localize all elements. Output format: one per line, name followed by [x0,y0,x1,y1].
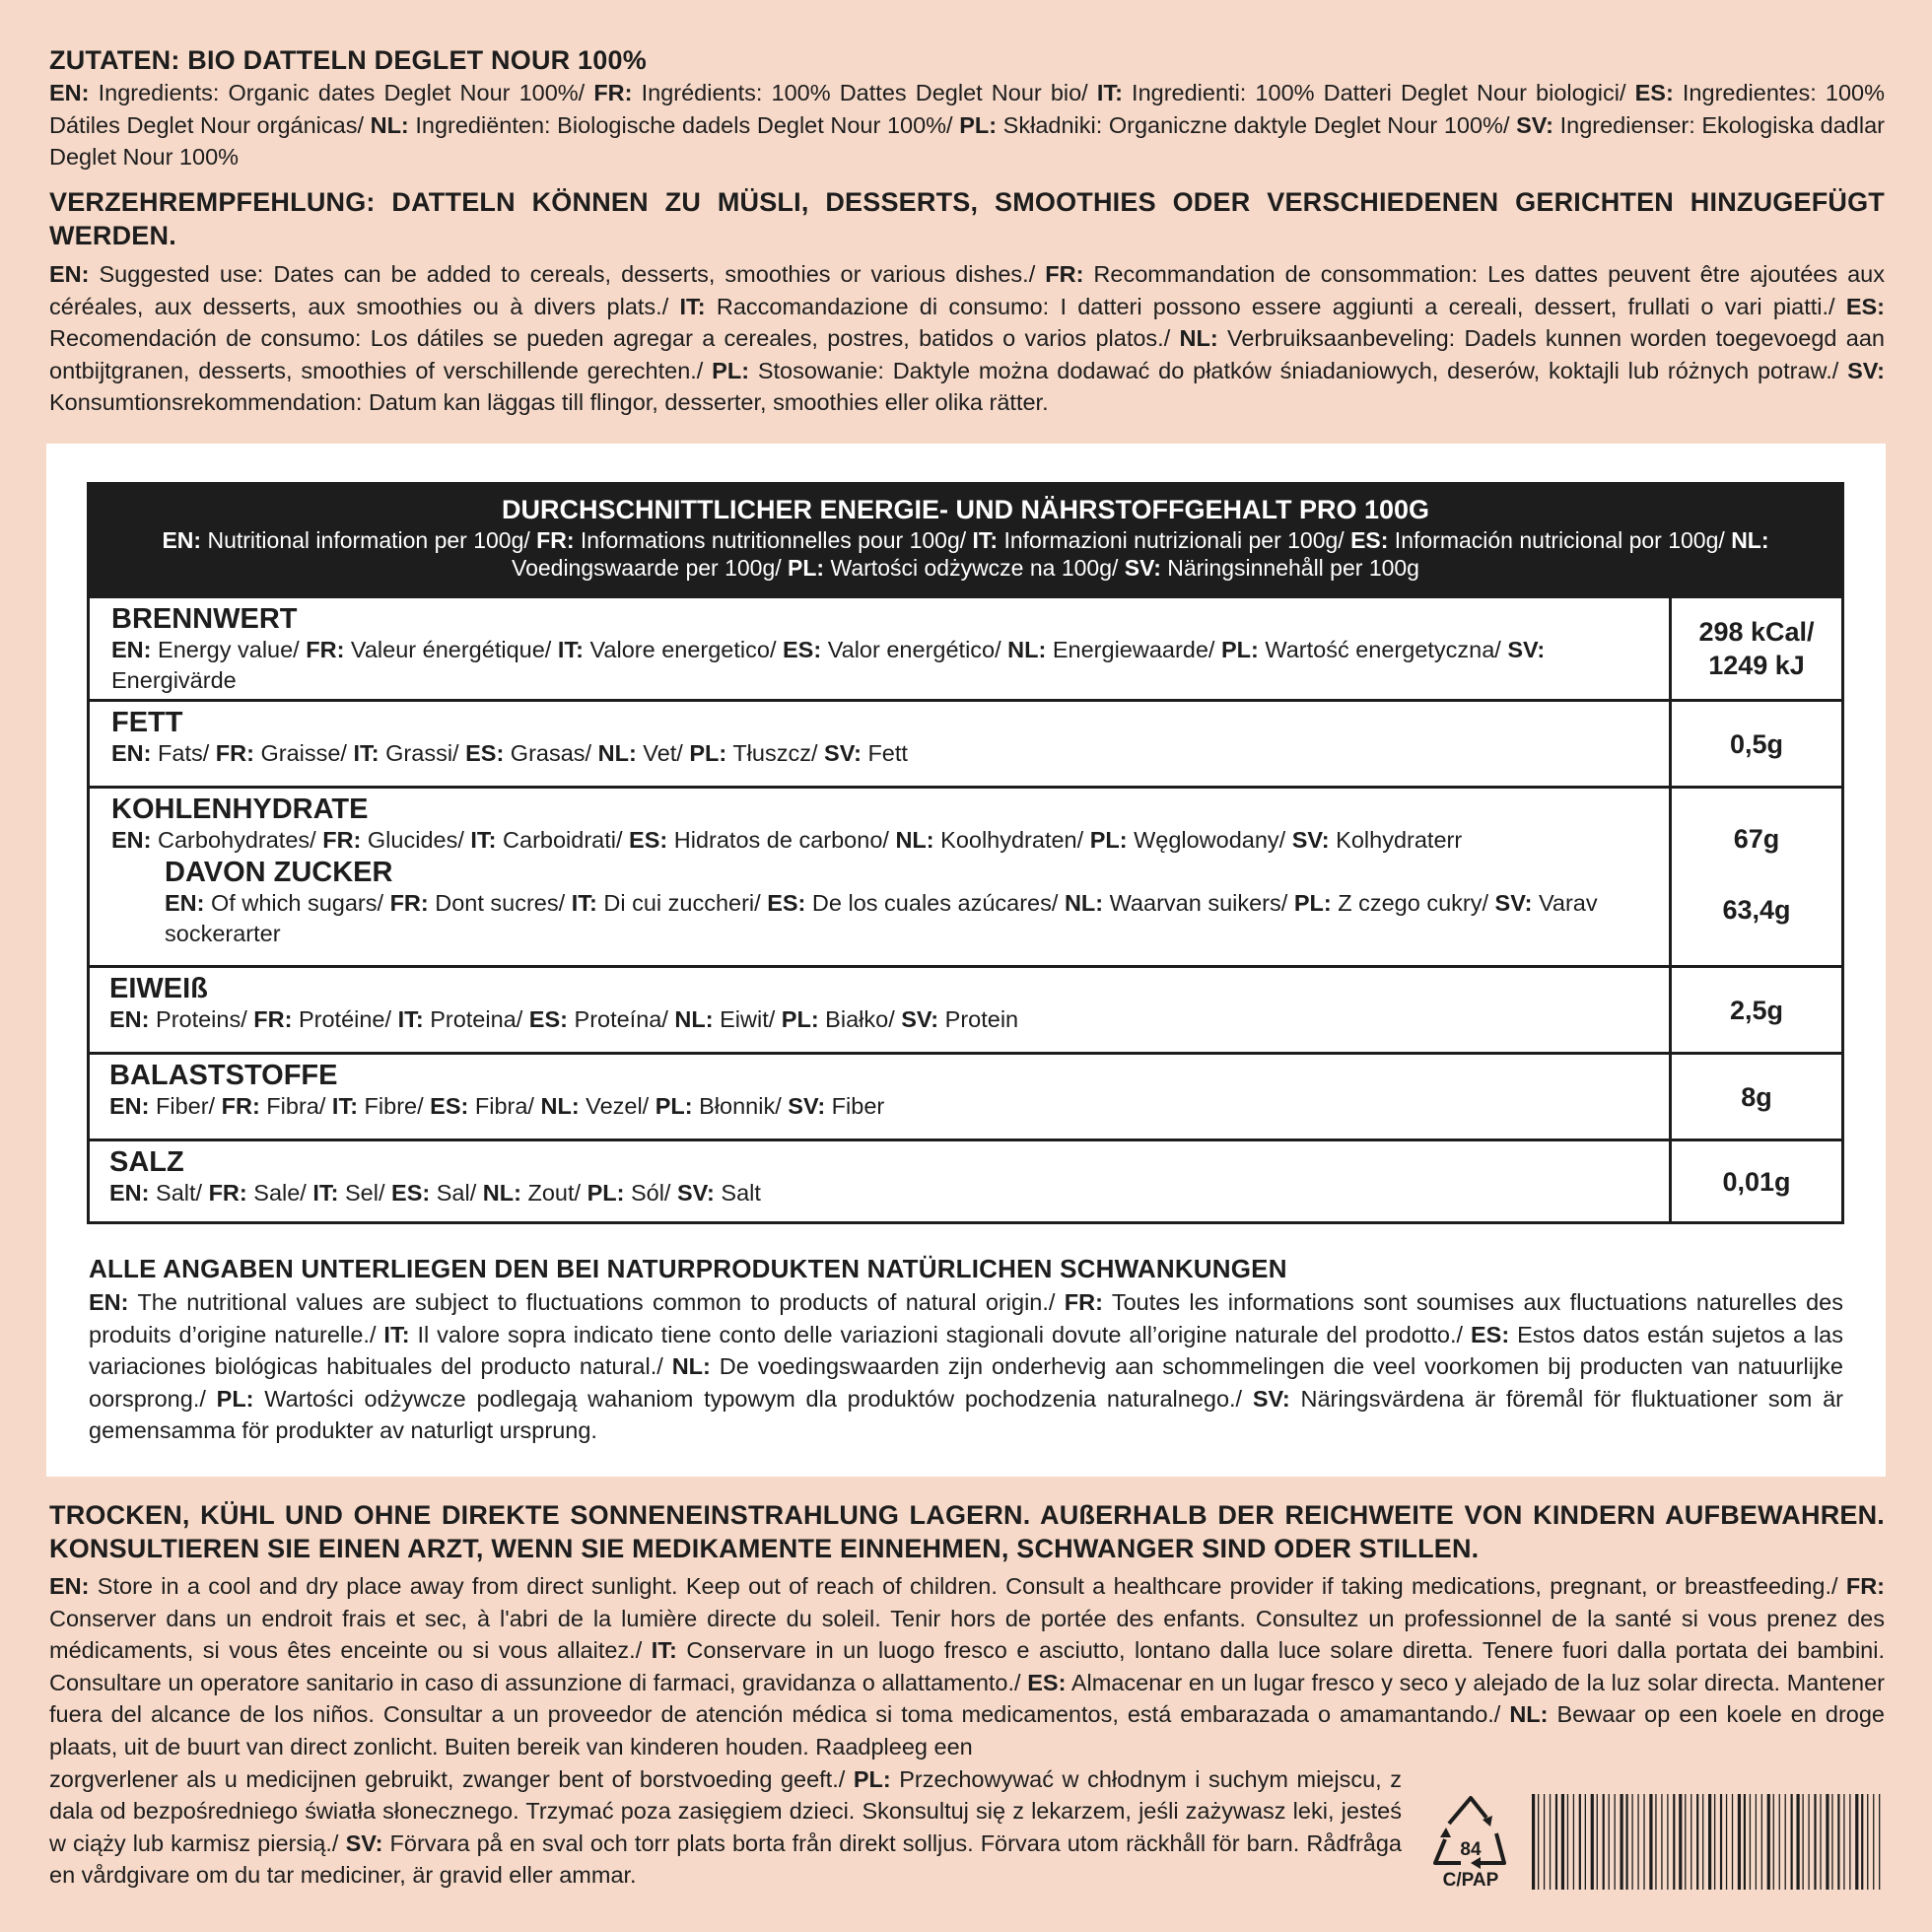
language-code: SV: [1252,1385,1290,1412]
ingredients-translations [49,77,1885,173]
language-code: FR: [593,80,633,105]
table-row-fiber [90,1052,1841,1138]
language-code: EN: [111,827,152,853]
language-code: SV: [1291,827,1330,853]
barcode-bar [1685,1794,1686,1890]
barcode-bar [1655,1794,1656,1890]
barcode-bar [1855,1794,1858,1890]
language-code: FR: [389,890,429,916]
language-code: ES: [1845,293,1886,319]
translation-text: Valeur énergétique/ [344,637,558,662]
language-code: NL: [1731,527,1769,553]
language-code: NL: [1179,325,1218,352]
language-code: ES: [1470,1321,1510,1347]
translation-text: Przechowywać w chłodnym i suchym miejscu, z dala od bezpośredniego światła słonecznego. Trzymać poza zasięgiem dzieci. Skonsultuj się z lekarzem, jeśli zażywasz leki, jesteś w ciąży lub karmisz piersią./ [49,1765,1403,1856]
language-code: EN: [89,1289,129,1315]
barcode-bar [1649,1794,1652,1890]
translation-text: Estos datos están sujetos a las variaciones biológicas habituales del producto natural./ [89,1321,1844,1380]
salt-value: 0,01g [1722,1166,1791,1197]
language-code: PL: [1293,890,1332,916]
barcode-bar [1826,1794,1828,1890]
translation-text: Składniki: Organiczne daktyle Deglet Nour 100%/ [997,111,1517,138]
carbs-translations [111,825,1651,856]
translation-text: Graisse/ [253,740,354,766]
language-code: EN: [109,1093,150,1119]
barcode-bar [1579,1794,1581,1890]
translation-text: Białko/ [818,1006,902,1032]
language-code: IT: [571,890,597,916]
translation-text: Informazioni nutrizionali per 100g/ [998,527,1351,553]
language-code: FR: [306,637,345,662]
translation-text: Vezel/ [579,1093,656,1119]
translation-text: Toutes les informations sont soumises aux fluctuations naturelles des produits d’origine naturelle./ [89,1289,1843,1347]
language-code: SV: [901,1006,939,1032]
barcode-bar [1621,1794,1623,1890]
sugar-translations [165,888,1651,949]
language-code: NL: [671,1353,711,1380]
translation-text: Raccomandazione di consumo: I datteri possono essere aggiunti a cereali, dessert, frullati o vari piatti./ [705,293,1846,319]
table-header [90,485,1841,595]
language-code: FR: [221,1093,260,1119]
translation-text: Grassi/ [379,740,466,766]
language-code: SV: [824,740,862,766]
language-code: IT: [972,527,999,553]
language-code: SV: [1516,111,1553,138]
translation-text: Fats/ [151,740,216,766]
language-code: EN: [49,1573,90,1599]
barcode-bar [1631,1794,1632,1890]
translation-text: Conservare in un luogo fresco e asciutto, lontano dalla luce solare diretta. Tenere fuori dalla portata dei bambini. Consultare un operatore sanitario in caso di assunzione di farmaci, gravidanza o allattamento./ [49,1637,1885,1695]
language-code: IT: [331,1093,359,1119]
translation-text: Ingredientes: 100% Dátiles Deglet Nour orgánicas/ [49,80,1885,138]
translation-text: Salt/ [149,1180,209,1206]
translation-text: Carboidrati/ [496,827,630,853]
ingredients-heading: ZUTATEN: BIO DATTELN DEGLET NOUR 100% [49,45,647,75]
translation-text: Zout/ [520,1180,587,1206]
recycle-code: C/PAP [1442,1870,1499,1888]
barcode-bar [1831,1794,1832,1890]
barcode-bar [1625,1794,1627,1890]
language-code: NL: [1064,890,1104,916]
table-title: DURCHSCHNITTLICHER ENERGIE- UND NÄHRSTOFFGEHALT PRO 100G [501,495,1430,524]
barcode-bar [1791,1794,1793,1890]
language-code: FR: [208,1180,247,1206]
translation-text: Ingredienti: 100% Datteri Deglet Nour biologici/ [1122,80,1635,105]
translation-text: Vet/ [636,740,690,766]
language-code: PL: [655,1093,693,1119]
translation-text: Förvara på en sval och torr plats borta från direkt solljus. Förvara utom räckhåll för barn. Rådfråga en vårdgivare om du tar mediciner, är gravid eller ammar. [49,1829,1402,1889]
language-code: ES: [629,827,668,853]
barcode-bar [1609,1794,1610,1890]
recycle-number: 84 [1460,1839,1482,1860]
table-subtitle [90,526,1841,582]
fat-translations [111,738,1651,769]
translation-text: Di cui zuccheri/ [596,890,768,916]
disclaimer-translations [89,1286,1843,1447]
barcode-bar [1750,1794,1751,1890]
barcode-bar [1673,1794,1675,1890]
translation-text: Protein [938,1006,1019,1032]
storage-heading: TROCKEN, KÜHL UND OHNE DIREKTE SONNENEINSTRAHLUNG LAGERN. AUßERHALB DER REICHWEITE VON KINDERN AUFBEWAHREN. KONSULTIEREN SIE EINEN ARZT, WENN SIE MEDIKAMENTE EINNEHMEN, SCHWANGER SIND ODER STILLEN. [49,1500,1885,1563]
language-code: EN: [109,1006,150,1032]
barcode-bar [1690,1794,1691,1890]
language-code: EN: [111,740,152,766]
translation-text: Fibra/ [468,1093,541,1119]
translation-text: Fiber/ [149,1093,222,1119]
translation-text: Bewaar op een koele en droge plaats, uit de buurt van direct zonlicht. Buiten bereik van kinderen houden. Raadpleeg een [49,1701,1885,1760]
barcode-bar [1567,1794,1568,1890]
language-code: FR: [215,740,254,766]
barcode-bar [1820,1794,1821,1890]
fat-label: FETT [111,707,183,738]
barcode-bar [1591,1794,1594,1890]
nutrition-table [87,482,1844,1224]
language-code: SV: [1507,637,1546,662]
translation-text: Voedingswaarde per 100g/ [512,555,789,581]
table-row-salt [90,1138,1841,1221]
protein-value: 2,5g [1729,995,1784,1025]
language-code: EN: [49,261,90,287]
storage-translations-continued [49,1763,1402,1892]
table-row-protein [90,965,1841,1052]
language-code: IT: [353,740,380,766]
translation-text: Store in a cool and dry place away from direct sunlight. Keep out of reach of children. Consult a healthcare provider if taking medications, pregnant, or breastfeeding./ [89,1573,1846,1599]
language-code: ES: [430,1093,469,1119]
language-code: FR: [1845,1573,1885,1599]
translation-text: Koolhydraten/ [933,827,1090,853]
barcode-bar [1849,1794,1850,1890]
language-code: NL: [895,827,934,853]
fiber-value: 8g [1741,1081,1772,1112]
barcode-bar [1779,1794,1780,1890]
language-code: SV: [1124,555,1161,581]
translation-text: Il valore sopra indicato tiene conto delle variazioni stagionali dovute all’origine naturale del prodotto./ [409,1321,1471,1347]
translation-text: Ingrédients: 100% Dattes Deglet Nour bio/ [632,80,1097,105]
disclaimer-section [89,1252,1843,1447]
translation-text: De los cuales azúcares/ [805,890,1065,916]
language-code: SV: [345,1829,383,1856]
language-code: NL: [674,1006,714,1032]
language-code: NL: [540,1093,580,1119]
barcode-bar [1661,1794,1662,1890]
language-code: PL: [853,1765,891,1792]
language-code: FR: [253,1006,293,1032]
energy-kcal: 298 kCal/ [1698,617,1815,647]
language-code: ES: [1350,527,1389,553]
translation-text: Carbohydrates/ [151,827,323,853]
language-code: IT: [312,1180,339,1206]
language-code: SV: [788,1093,826,1119]
table-row-carbs [90,786,1841,965]
nutrition-panel [46,444,1886,1477]
usage-section [49,185,1885,419]
language-code: EN: [109,1180,150,1206]
translation-text: Proteina/ [423,1006,529,1032]
barcode-bar [1696,1794,1698,1890]
language-code: ES: [767,890,806,916]
language-code: PL: [1221,637,1259,662]
barcode-bar [1573,1794,1574,1890]
barcode-bar [1814,1794,1816,1890]
translation-text: Fibre/ [358,1093,431,1119]
barcode-bar [1802,1794,1803,1890]
barcode-bar [1843,1794,1844,1890]
table-row-fat [90,699,1841,786]
language-code: ES: [1634,80,1674,105]
sugar-label: DAVON ZUCKER [165,857,393,888]
translation-text: Węglowodany/ [1127,827,1292,853]
language-code: EN: [162,527,202,553]
carbs-label: KOHLENHYDRATE [111,794,369,825]
translation-text: Wartość energetyczna/ [1258,637,1508,662]
barcode-bar [1708,1794,1711,1890]
language-code: PL: [1089,827,1128,853]
translation-text: Näringsinnehåll per 100g [1160,555,1419,581]
language-code: EN: [111,637,152,662]
translation-text: The nutritional values are subject to fluctuations common to products of natural origin./ [128,1289,1065,1315]
translation-text: Energiewaarde/ [1046,637,1221,662]
fiber-label: BALASTSTOFFE [109,1060,338,1091]
barcode-bar [1861,1794,1863,1890]
translation-text: Kolhydraterr [1329,827,1463,853]
translation-text: Proteína/ [567,1006,675,1032]
salt-translations [109,1178,1651,1208]
language-code: FR: [322,827,362,853]
translation-text: Varav sockerarter [165,890,1598,946]
barcode-bar [1744,1794,1746,1890]
barcode-bar [1550,1794,1551,1890]
language-code: IT: [679,293,706,319]
barcode-bar [1797,1794,1800,1890]
translation-text: Conserver dans un endroit frais et sec, à l'abri de la lumière directe du soleil. Tenir hors de portée des enfants. Consultez un professionnel de la santé si vous prenez des médicaments, si vous êtes enceinte ou si vous allaitez./ [49,1605,1885,1664]
language-code: EN: [49,80,90,105]
translation-text: Näringsvärdena är föremål för fluktuationer som är gemensamma för produkter av naturligt ursprung. [89,1385,1843,1444]
barcode-bar [1756,1794,1757,1890]
energy-kj: 1249 kJ [1708,651,1805,680]
barcode-bar [1761,1794,1762,1890]
barcode-bar [1615,1794,1616,1890]
translation-text: Valor energético/ [821,637,1008,662]
language-code: PL: [712,357,750,383]
barcode-bar [1555,1794,1557,1890]
translation-text: Z czego cukry/ [1331,890,1495,916]
barcode-bar [1732,1794,1733,1890]
translation-text: Of which sugars/ [204,890,390,916]
language-code: SV: [1847,357,1885,383]
language-code: IT: [651,1637,677,1664]
translation-text: Waarvan suikers/ [1103,890,1294,916]
language-code: FR: [536,527,575,553]
translation-text: Dont sucres/ [428,890,572,916]
language-code: IT: [557,637,584,662]
translation-text: Recomendación de consumo: Los dátiles se pueden agregar a cereales, postres, batidos o varios platos./ [49,325,1180,352]
translation-text: Ingredients: Organic dates Deglet Nour 100%/ [89,80,594,105]
barcode-bar [1785,1794,1786,1890]
translation-text: Valore energetico/ [583,637,783,662]
language-code: ES: [528,1006,568,1032]
barcode-bar [1873,1794,1874,1890]
sugar-value: 63,4g [1722,895,1791,925]
energy-translations [111,635,1651,696]
recycle-triangle-icon [1431,1794,1510,1888]
translation-text: Sal/ [430,1180,483,1206]
language-code: NL: [482,1180,521,1206]
language-code: PL: [788,555,825,581]
language-code: IT: [470,827,497,853]
language-code: IT: [383,1321,410,1347]
protein-translations [109,1004,1651,1035]
barcode-bar [1561,1794,1564,1890]
translation-text: Proteins/ [149,1006,254,1032]
language-code: NL: [1509,1701,1549,1728]
language-code: FR: [1064,1289,1103,1315]
barcode-bar [1585,1794,1586,1890]
translation-text: zorgverlener als u medicijnen gebruikt, zwanger bent of borstvoeding geeft./ [49,1765,854,1792]
language-code: NL: [370,111,409,138]
language-code: PL: [586,1180,625,1206]
translation-text: Błonnik/ [692,1093,789,1119]
translation-text: Energy value/ [151,637,307,662]
storage-translations [49,1570,1885,1763]
barcode-bar [1637,1794,1638,1890]
language-code: NL: [1007,637,1047,662]
fat-value: 0,5g [1729,728,1784,759]
fiber-translations [109,1091,1651,1122]
translation-text: Ingrediënten: Biologische dadels Deglet Nour 100%/ [408,111,960,138]
carbs-values [1672,789,1841,965]
barcode-bar [1726,1794,1727,1890]
language-code: SV: [1494,890,1533,916]
translation-text: Fibra/ [259,1093,332,1119]
barcode-bar [1544,1794,1545,1890]
barcode-bar [1879,1794,1880,1890]
translation-text: Suggested use: Dates can be added to cereals, desserts, smoothies or various dishes./ [89,261,1046,287]
barcode-bar [1597,1794,1598,1890]
translation-text: Verbruiksaanbeveling: Dadels kunnen worden toegevoegd aan ontbijtgranen, desserts, smoothies of verschillende gerechten./ [49,325,1885,383]
language-code: EN: [165,890,205,916]
translation-text: Sól/ [624,1180,677,1206]
barcode-bar [1667,1794,1668,1890]
barcode-bar [1714,1794,1715,1890]
barcode-bar [1603,1794,1605,1890]
translation-text: Grasas/ [504,740,598,766]
language-code: NL: [597,740,637,766]
barcode-bar [1720,1794,1722,1890]
language-code: ES: [391,1180,431,1206]
language-code: SV: [676,1180,715,1206]
barcode-bar [1767,1794,1770,1890]
translation-text: Stosowanie: Daktyle można dodawać do płatków śniadaniowych, deserów, koktajli lub różnych potraw./ [749,357,1848,383]
translation-text: Tłuszcz/ [726,740,825,766]
translation-text: De voedingswaarden zijn onderhevig aan schommelingen die veel voorkomen bij producten van natuurlijke oorsprong./ [89,1353,1843,1412]
translation-text: Wartości odżywcze podlegają wahaniom typowym dla produktów pochodzenia naturalnego./ [253,1385,1253,1412]
language-code: IT: [1096,80,1123,105]
table-row-energy [90,595,1841,699]
barcode-bar [1837,1794,1839,1890]
translation-text: Ingredienser: Ekologiska dadlar Deglet Nour 100% [49,111,1885,171]
energy-value [1672,598,1841,699]
energy-label: BRENNWERT [111,603,298,635]
barcode-bar [1738,1794,1741,1890]
translation-text: Sel/ [338,1180,392,1206]
barcode-bar [1808,1794,1809,1890]
barcode-bar [1679,1794,1682,1890]
barcode-bar [1643,1794,1644,1890]
translation-text: Sale/ [246,1180,313,1206]
language-code: ES: [465,740,505,766]
usage-heading: VERZEHREMPFEHLUNG: DATTELN KÖNNEN ZU MÜSLI, DESSERTS, SMOOTHIES ODER VERSCHIEDENEN GERICHTEN HINZUGEFÜGT WERDEN. [49,187,1885,250]
protein-label: EIWEIß [109,973,208,1004]
barcode-bar [1538,1794,1539,1890]
translation-text: Fett [861,740,908,766]
language-code: ES: [1027,1669,1067,1695]
language-code: ES: [783,637,822,662]
salt-label: SALZ [109,1146,184,1178]
translation-text: Eiwit/ [713,1006,782,1032]
translation-text: Wartości odżywcze na 100g/ [824,555,1125,581]
translation-text: Informations nutritionnelles pour 100g/ [574,527,973,553]
ingredients-section [49,43,1885,173]
language-code: PL: [689,740,727,766]
translation-text: Recommandation de consommation: Les dattes peuvent être ajoutées aux céréales, aux desserts, aux smoothies ou à divers plats./ [49,261,1885,319]
translation-text: Nutritional information per 100g/ [201,527,537,553]
translation-text: Protéine/ [292,1006,398,1032]
translation-text: Información nutricional por 100g/ [1388,527,1732,553]
translation-text: Energivärde [111,667,237,693]
language-code: PL: [959,111,998,138]
barcode [1532,1794,1885,1890]
disclaimer-heading: ALLE ANGABEN UNTERLIEGEN DEN BEI NATURPRODUKTEN NATÜRLICHEN SCHWANKUNGEN [89,1254,1287,1283]
carbs-value: 67g [1733,824,1780,854]
barcode-bar [1867,1794,1868,1890]
language-code: IT: [397,1006,424,1032]
language-code: FR: [1045,261,1084,287]
translation-text: Salt [714,1180,761,1206]
translation-text: Glucides/ [361,827,471,853]
translation-text: Konsumtionsrekommendation: Datum kan läggas till flingor, desserter, smoothies eller olika rätter. [49,389,1049,416]
barcode-bar [1773,1794,1774,1890]
barcode-bar [1532,1794,1535,1890]
translation-text: Almacenar en un lugar fresco y seco y alejado de la luz solar directa. Mantener fuera del alcance de los niños. Consultar a un proveedor de atención médica si toma medicamentos, está embarazada o amamantando./ [49,1669,1885,1728]
barcode-bar [1702,1794,1703,1890]
translation-text: Hidratos de carbono/ [667,827,896,853]
language-code: PL: [216,1385,254,1412]
recycling-symbol [1431,1794,1510,1888]
language-code: PL: [781,1006,819,1032]
translation-text: Fiber [825,1093,885,1119]
usage-translations [49,258,1885,419]
